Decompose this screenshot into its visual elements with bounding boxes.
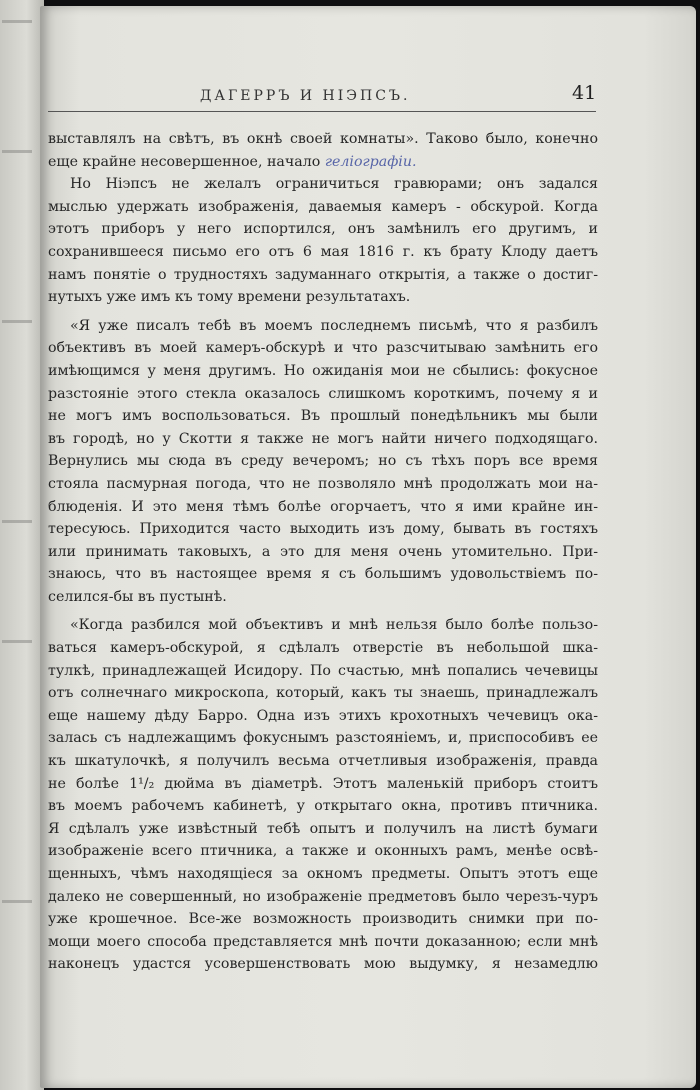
text-line: Вернулись мы сюда въ среду вечеромъ; но съ тѣхъ поръ все время — [48, 453, 598, 470]
text-line: залась съ надлежащимъ фокуснымъ разстояніемъ, и, приспособивъ ее — [48, 730, 598, 747]
page-number: 41 — [572, 82, 597, 104]
text-line: Я сдѣлалъ уже извѣстный тебѣ опытъ и получилъ на листѣ бумаги — [48, 820, 598, 837]
text-line: имѣющимся у меня другимъ. Но ожиданія мои не сбылись: фокусное — [48, 362, 598, 379]
body-text — [48, 128, 598, 976]
text-line: мощи моего способа представляется мнѣ почти доказанною; если мнѣ — [48, 933, 598, 950]
text-line: мыслью удержать изображенія, даваемыя камеръ - обскурой. Когда — [48, 198, 598, 215]
text-line: въ городѣ, но у Скотти я также не могъ найти ничего подходящаго. — [48, 430, 598, 447]
text-line: уже крошечное. Все-же возможность производить снимки при по- — [48, 911, 598, 928]
text-line: въ моемъ рабочемъ кабинетѣ, у открытаго окна, противъ птичника. — [48, 798, 598, 815]
header-rule — [48, 111, 596, 112]
italic-term: геліографіи. — [324, 153, 417, 170]
text-line: нутыхъ уже имъ къ тому времени результатахъ. — [48, 289, 411, 306]
text-line: намъ понятіе о трудностяхъ задуманнаго открытія, а также о достиг- — [48, 266, 598, 283]
text-line: изображеніе всего птичника, а также и оконныхъ рамъ, менѣе освѣ- — [48, 843, 598, 860]
text-line: наконецъ удастся усовершенствовать мою выдумку, я незамедлю — [48, 956, 598, 973]
text-line: знаюсь, что въ настоящее время я съ большимъ удовольствіемъ по- — [48, 566, 598, 583]
text-line: «Я уже писалъ тебѣ въ моемъ последнемъ письмѣ, что я разбилъ — [70, 317, 598, 334]
text-line: Но Ніэпсъ не желалъ ограничиться гравюрами; онъ задался — [70, 176, 598, 193]
running-head: ДАГЕРРЪ И НІЭПСЪ. — [200, 88, 411, 104]
text-line: отъ солнечнаго микроскопа, который, какъ ты знаешь, принадлежалъ — [48, 685, 598, 702]
text-line: «Когда разбился мой объективъ и мнѣ нельзя было болѣе пользо- — [70, 617, 598, 634]
text-line: объективъ въ моей камеръ-обскурѣ и что разсчитываю замѣнить его — [48, 340, 598, 357]
text-line: не болѣе 1¹/₂ дюйма въ діаметрѣ. Этотъ маленькій приборъ стоитъ — [48, 775, 598, 792]
text-line: къ шкатулочкѣ, я получилъ весьма отчетливыя изображенія, правда — [48, 753, 598, 770]
text-line: стояла пасмурная погода, что не позволяло мнѣ продолжать мои на- — [48, 475, 598, 492]
text-line: или принимать таковыхъ, а это для меня очень утомительно. При- — [48, 543, 598, 560]
text-line: селился-бы въ пустынѣ. — [48, 588, 227, 605]
text-line: далеко не совершенный, но изображеніе предметовъ было черезъ-чуръ — [48, 888, 598, 905]
text-line: выставлялъ на свѣтъ, въ окнѣ своей комнаты». Таково было, конечно — [48, 131, 598, 147]
text-line: не могъ имъ воспользоваться. Въ прошлый понедѣльникъ мы были — [48, 408, 598, 425]
text-line: еще крайне несовершенное, начало геліографіи. — [48, 153, 417, 170]
facing-page-edge — [0, 0, 44, 1090]
text-line: щенныхъ, чѣмъ находящіеся за окномъ предметы. Опытъ этотъ еще — [48, 866, 598, 882]
text-line: тулкѣ, принадлежащей Исидору. По счастью, мнѣ попались чечевицы — [48, 662, 598, 679]
text-line: еще нашему дѣду Барро. Одна изъ этихъ крохотныхъ чечевицъ ока- — [48, 707, 598, 724]
text-line: тересуюсь. Приходится часто выходить изъ дому, бывать въ гостяхъ — [48, 521, 598, 538]
text-line: разстояніе этого стекла оказалось слишкомъ короткимъ, почему я и — [48, 385, 598, 402]
text-line: этотъ приборъ у него испортился, онъ замѣнилъ его другимъ, и — [48, 221, 598, 238]
text-line: блюденія. И это меня тѣмъ болѣе огорчаетъ, что я ими крайне ин- — [48, 498, 598, 515]
text-line: ваться камеръ-обскурой, я сдѣлалъ отверстіе въ небольшой шка- — [48, 640, 598, 657]
text-line: сохранившееся письмо его отъ 6 мая 1816 г. къ брату Клоду даетъ — [48, 243, 598, 260]
